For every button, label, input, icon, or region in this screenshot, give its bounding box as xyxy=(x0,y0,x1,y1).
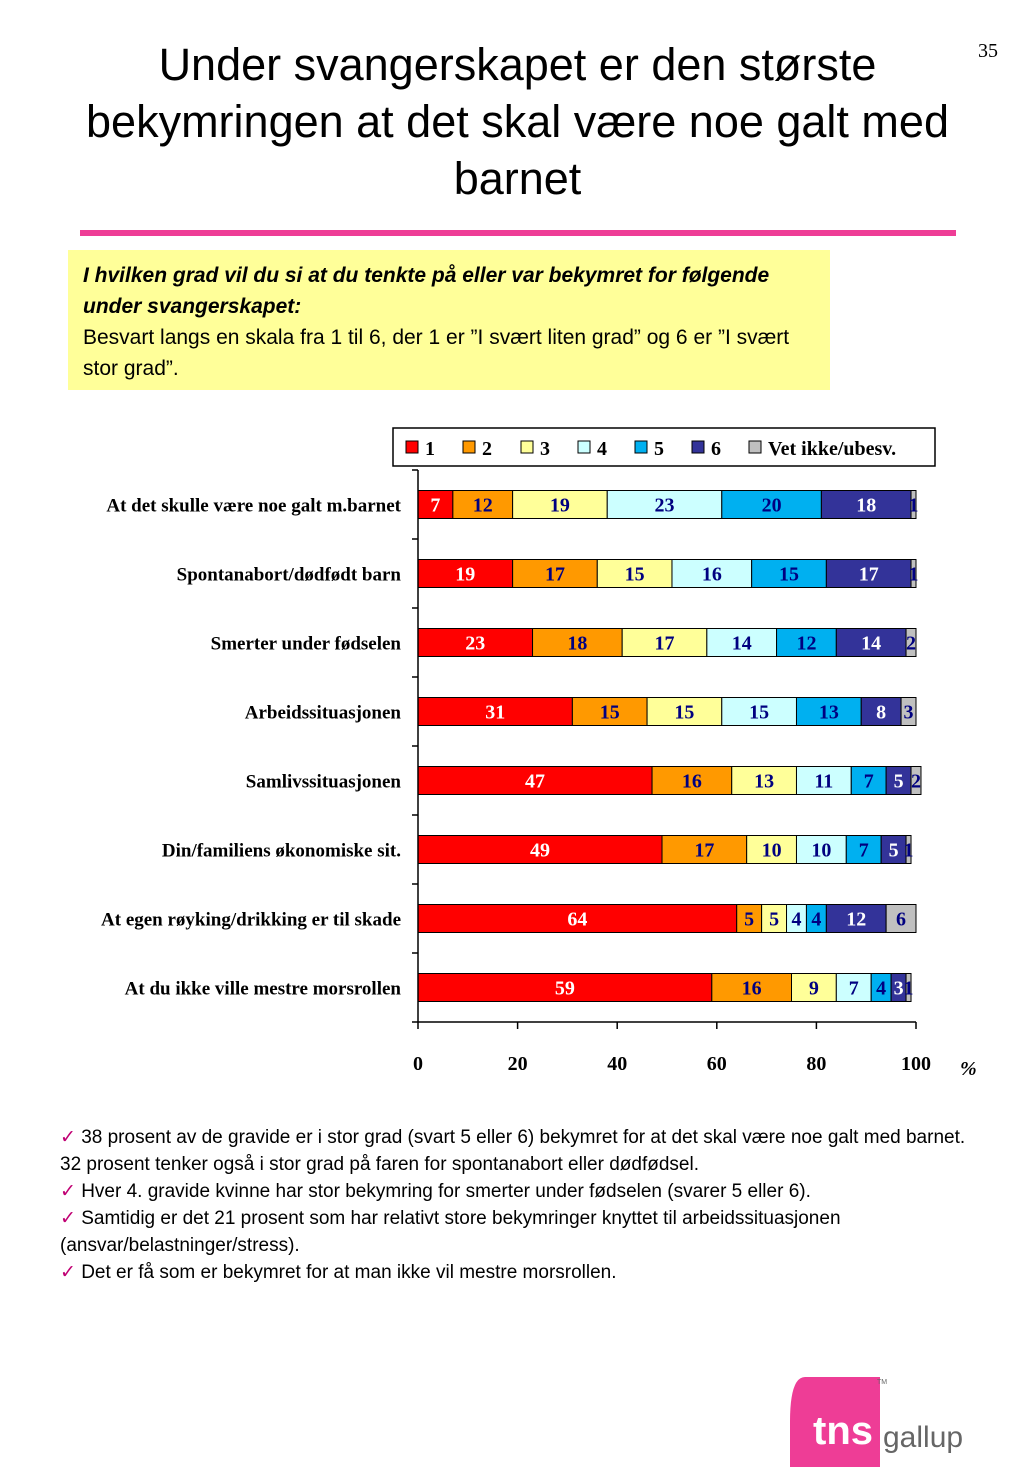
question-scale-text: Besvart langs en skala fra 1 til 6, der 1 er ”I svært liten grad” og 6 er ”I svært stor grad”. xyxy=(83,326,790,380)
segment-value-label: 12 xyxy=(472,494,493,517)
legend-swatch xyxy=(635,441,647,453)
legend-label: 2 xyxy=(482,438,492,460)
segment-value-label: 5 xyxy=(893,770,904,793)
category-label: At egen røyking/drikking er til skade xyxy=(101,909,401,931)
segment-value-label: 16 xyxy=(681,770,702,793)
legend-swatch xyxy=(521,441,533,453)
legend-swatch xyxy=(406,441,418,453)
segment-value-label: 3 xyxy=(893,977,904,1000)
segment-value-label: 15 xyxy=(674,701,695,724)
segment-value-label: 19 xyxy=(549,494,570,517)
segment-value-label: 7 xyxy=(848,977,859,1000)
segment-value-label: 10 xyxy=(811,839,832,862)
check-icon: ✓ xyxy=(60,1208,76,1229)
category-label: Spontanabort/dødfødt barn xyxy=(176,564,401,586)
segment-value-label: 8 xyxy=(876,701,887,724)
page-title: Under svangerskapet er den største bekymringen at det skal være noe galt med barnet xyxy=(86,39,949,204)
segment-value-label: 17 xyxy=(654,632,675,655)
segment-value-label: 19 xyxy=(455,563,476,586)
tns-gallup-logo xyxy=(785,1372,985,1472)
segment-value-label: 17 xyxy=(694,839,715,862)
segment-value-label: 14 xyxy=(731,632,752,655)
segment-value-label: 14 xyxy=(861,632,882,655)
segment-value-label: 16 xyxy=(701,563,722,586)
note-item: ✓ Hver 4. gravide kvinne har stor bekymring for smerter under fødselen (svarer 5 eller 6). xyxy=(60,1181,811,1202)
segment-value-label: 13 xyxy=(818,701,839,724)
segment-value-label: 2 xyxy=(911,770,921,793)
check-icon: ✓ xyxy=(60,1127,76,1148)
segment-value-label: 1 xyxy=(903,839,914,862)
check-icon: ✓ xyxy=(60,1181,76,1202)
x-tick-label: 20 xyxy=(507,1053,528,1075)
note-item: ✓ Samtidig er det 21 prosent som har relativt store bekymringer knyttet til arbeidssituasjonen (ansvar/belastninger/stress). xyxy=(60,1208,841,1256)
legend-label: 6 xyxy=(711,438,721,460)
segment-value-label: 17 xyxy=(858,563,879,586)
category-label: At du ikke ville mestre morsrollen xyxy=(124,978,401,1000)
x-tick-label: 40 xyxy=(607,1053,628,1075)
segment-value-label: 15 xyxy=(749,701,770,724)
segment-value-label: 23 xyxy=(465,632,486,655)
legend-swatch xyxy=(749,441,761,453)
segment-value-label: 9 xyxy=(808,977,819,1000)
logo-tns: tns xyxy=(813,1409,873,1453)
segment-value-label: 7 xyxy=(858,839,869,862)
logo-gallup: gallup xyxy=(883,1421,964,1454)
segment-value-label: 23 xyxy=(654,494,675,517)
segment-value-label: 10 xyxy=(761,839,782,862)
segment-value-label: 12 xyxy=(846,908,867,931)
x-tick-label: 60 xyxy=(706,1053,727,1075)
legend-label: 4 xyxy=(597,438,607,460)
segment-value-label: 2 xyxy=(906,632,917,655)
segment-value-label: 5 xyxy=(769,908,780,931)
legend-swatch xyxy=(463,441,475,453)
segment-value-label: 16 xyxy=(741,977,762,1000)
category-label: Arbeidssituasjonen xyxy=(244,702,401,724)
legend-label: 1 xyxy=(425,438,435,460)
segment-value-label: 31 xyxy=(485,701,506,724)
notes xyxy=(60,1124,990,1286)
category-label: At det skulle være noe galt m.barnet xyxy=(106,495,401,517)
page-number: 35 xyxy=(978,40,998,62)
segment-value-label: 7 xyxy=(863,770,874,793)
segment-value-label: 18 xyxy=(567,632,588,655)
note-item: ✓ Det er få som er bekymret for at man ikke vil mestre morsrollen. xyxy=(60,1262,617,1283)
segment-value-label: 1 xyxy=(908,563,919,586)
segment-value-label: 1 xyxy=(903,977,914,1000)
segment-value-label: 17 xyxy=(544,563,565,586)
legend-label: Vet ikke/ubesv. xyxy=(768,438,897,460)
segment-value-label: 4 xyxy=(791,908,802,931)
segment-value-label: 4 xyxy=(811,908,822,931)
segment-value-label: 5 xyxy=(888,839,899,862)
x-tick-label: 100 xyxy=(901,1053,931,1075)
segment-value-label: 3 xyxy=(903,701,914,724)
logo-tm: TM xyxy=(877,1379,888,1386)
note-item: ✓ 38 prosent av de gravide er i stor grad (svart 5 eller 6) bekymret for at det skal være noe galt med barnet. 32 prosent tenker også i stor grad på faren for spontanabort eller dødfødsel. xyxy=(60,1127,966,1175)
legend-swatch xyxy=(692,441,704,453)
segment-value-label: 59 xyxy=(554,977,575,1000)
legend-label: 5 xyxy=(654,438,664,460)
segment-value-label: 5 xyxy=(744,908,755,931)
segment-value-label: 11 xyxy=(814,770,834,793)
segment-value-label: 64 xyxy=(567,908,588,931)
legend-swatch xyxy=(578,441,590,453)
segment-value-label: 13 xyxy=(754,770,775,793)
segment-value-label: 7 xyxy=(430,494,441,517)
bars xyxy=(101,491,921,1002)
segment-value-label: 12 xyxy=(796,632,817,655)
segment-value-label: 18 xyxy=(856,494,877,517)
segment-value-label: 20 xyxy=(761,494,782,517)
segment-value-label: 49 xyxy=(530,839,551,862)
segment-value-label: 47 xyxy=(525,770,546,793)
segment-value-label: 15 xyxy=(624,563,645,586)
category-label: Din/familiens økonomiske sit. xyxy=(161,840,401,862)
legend-label: 3 xyxy=(540,438,550,460)
x-tick-label: 80 xyxy=(806,1053,827,1075)
check-icon: ✓ xyxy=(60,1262,76,1283)
segment-value-label: 1 xyxy=(908,494,919,517)
segment-value-label: 4 xyxy=(876,977,887,1000)
category-label: Smerter under fødselen xyxy=(210,633,401,655)
category-label: Samlivssituasjonen xyxy=(245,771,401,793)
segment-value-label: 15 xyxy=(779,563,800,586)
segment-value-label: 6 xyxy=(896,908,907,931)
segment-value-label: 15 xyxy=(599,701,620,724)
question-text: I hvilken grad vil du si at du tenkte på eller var bekymret for følgende under svangerskapet: xyxy=(83,264,770,318)
x-tick-label: 0 xyxy=(413,1053,423,1075)
x-unit-label: % xyxy=(960,1058,977,1080)
